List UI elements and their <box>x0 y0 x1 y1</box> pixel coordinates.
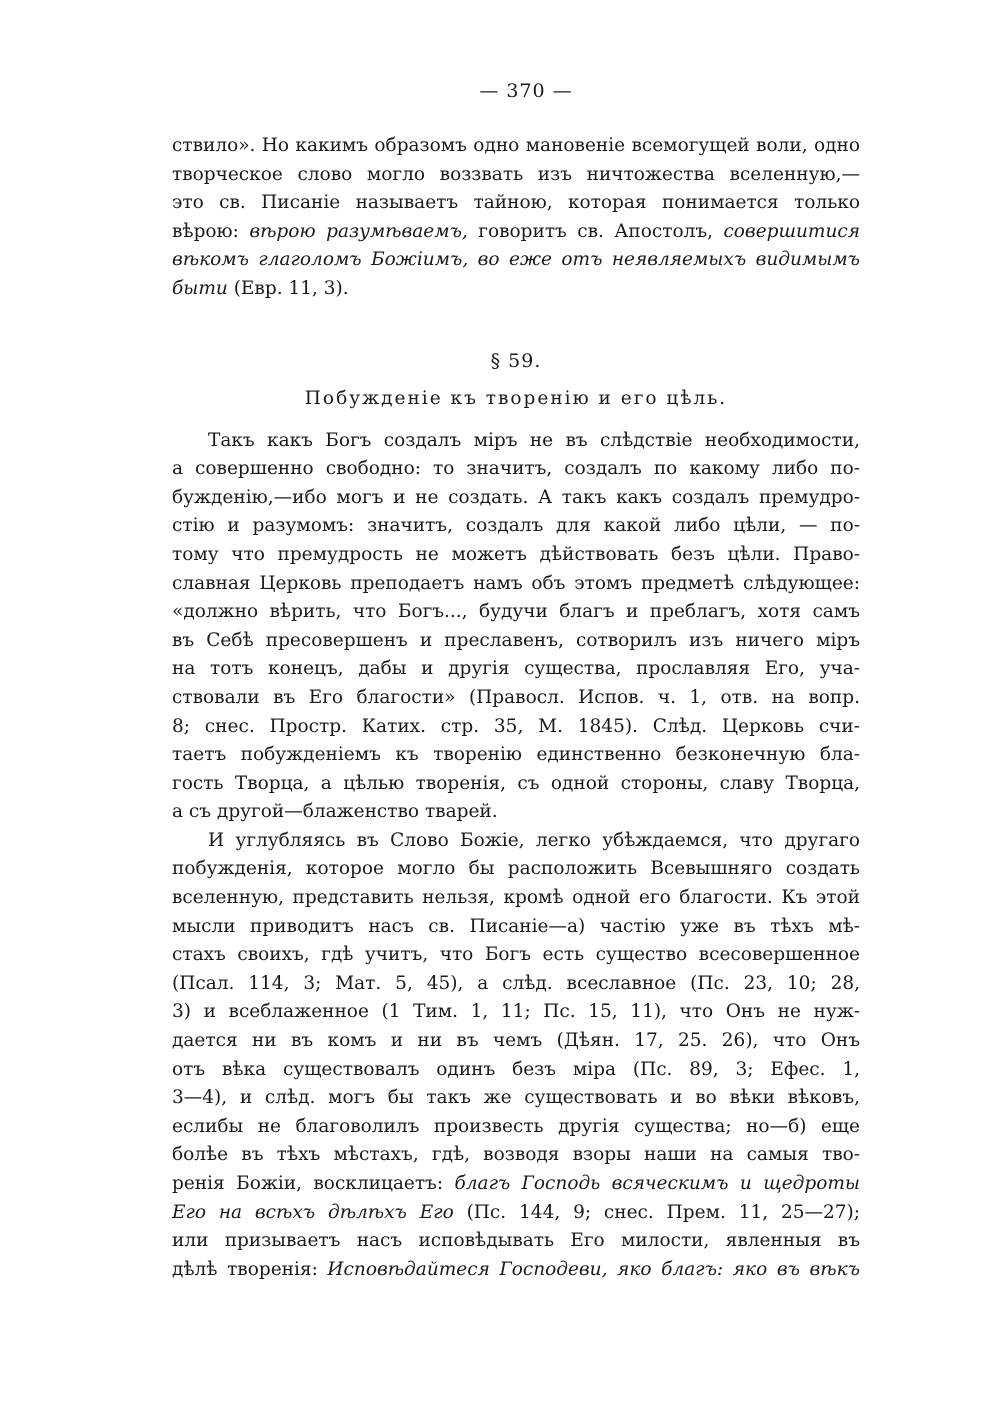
section-number: § 59. <box>490 349 542 372</box>
text-run: тому что премудрость не можетъ дѣйствовать безъ цѣли. Право- <box>172 543 860 565</box>
text-run: вѣрою: <box>172 220 250 242</box>
text-line <box>172 998 860 1027</box>
text-line <box>172 275 860 304</box>
text-run: въ Себѣ пресовершенъ и преславенъ, сотворилъ изъ ничего міръ <box>172 629 860 651</box>
text-line <box>172 161 860 190</box>
text-line <box>172 713 860 742</box>
page-number: — 370 — <box>479 80 573 102</box>
text-line <box>172 770 860 799</box>
text-line <box>172 1256 860 1285</box>
text-line <box>172 1084 860 1113</box>
text-line <box>172 541 860 570</box>
paragraph-2 <box>172 827 860 1285</box>
text-run: болѣе въ тѣхъ мѣстахъ, гдѣ, возводя взоры наши на самыя тво- <box>172 1144 860 1166</box>
italic-text: совершитися <box>723 220 861 242</box>
italic-text: Исповѣдайтеся Господеви, яко благъ: яко въ вѣкъ <box>327 1258 860 1280</box>
text-line <box>172 218 860 247</box>
text-run: 3) и всеблаженное (1 Тим. 1, 11; Пс. 15, 11), что Онъ не нуж- <box>172 1001 860 1023</box>
text-run: (Евр. 11, 3). <box>227 277 349 299</box>
text-run: на тотъ конецъ, дабы и другія существа, прославляя Его, уча- <box>172 658 860 680</box>
text-line <box>172 1056 860 1085</box>
italic-text: благъ Господь всяческимъ и щедроты <box>454 1173 860 1194</box>
text-line <box>172 684 860 713</box>
text-run: побужденія, которое могло бы расположить Всевышняго создать <box>172 858 860 880</box>
italic-text: быти <box>172 277 228 299</box>
text-run: «должно вѣрить, что Богъ..., будучи благъ и преблагъ, хотя самъ <box>172 601 860 623</box>
text-line <box>172 741 860 770</box>
text-line <box>172 1113 860 1142</box>
text-line <box>172 627 860 656</box>
text-line <box>172 1141 860 1170</box>
text-line <box>172 455 860 484</box>
italic-text: вѣкомъ глаголомъ Божіимъ, во еже отъ неявляемыхъ видимымъ <box>172 249 860 271</box>
text-run: 8; снес. Простр. Катих. стр. 35, М. 1845). Слѣд. Церковь счи- <box>172 715 860 737</box>
text-line <box>172 1170 860 1199</box>
text-run: а совершенно свободно: то значитъ, создалъ по какому либо по- <box>172 458 860 480</box>
text-run: творческое слово могло воззвать изъ ничтожества вселенную,— <box>172 163 860 185</box>
text-line <box>172 827 860 856</box>
paragraph-1 <box>172 427 860 827</box>
text-run: стахъ своихъ, гдѣ учитъ, что Богъ есть существо всесовершенное <box>172 944 860 966</box>
text-line <box>172 655 860 684</box>
text-run: вселенную, представить нельзя, кромѣ одной его благости. Къ этой <box>172 887 860 909</box>
text-run: ренія Божіи, восклицаетъ: <box>172 1173 455 1194</box>
intro-paragraph <box>172 132 860 304</box>
text-run: ствило». Но какимъ образомъ одно мановеніе всемогущей воли, одно <box>172 135 860 156</box>
text-run: И углубляясь въ Слово Божіе, легко убѣждаемся, что другаго <box>208 829 860 851</box>
text-line <box>172 570 860 599</box>
text-run: Такъ какъ Богъ создалъ міръ не въ слѣдствіе необходимости, <box>208 429 860 451</box>
text-line <box>172 970 860 999</box>
text-line <box>172 484 860 513</box>
text-run: или призываетъ насъ исповѣдывать Его милости, явленныя въ <box>172 1230 860 1252</box>
text-run: дѣлѣ творенія: <box>172 1258 328 1280</box>
text-line <box>172 132 860 161</box>
text-line <box>172 1227 860 1256</box>
text-line <box>172 941 860 970</box>
text-run: (Псал. 114, 3; Мат. 5, 45), а слѣд. всеславное (Пс. 23, 10; 28, <box>172 972 860 994</box>
text-run: бужденію,—ибо могъ и не создать. А такъ какъ создалъ премудро- <box>172 486 860 508</box>
text-run: таетъ побужденіемъ къ творенію единственно безконечную бла- <box>172 744 860 766</box>
text-run: славная Церковь преподаетъ намъ объ этомъ предметѣ слѣдующее: <box>172 572 860 594</box>
text-run: мысли приводитъ насъ св. Писаніе—а) частію уже въ тѣхъ мѣ- <box>172 915 860 937</box>
text-line <box>172 598 860 627</box>
section-title: Побужденіе къ творенію и его цѣль. <box>304 387 728 409</box>
text-run: ствовали въ Его благости» (Правосл. Испов. ч. 1, отв. на вопр. <box>172 686 860 708</box>
text-line <box>172 1199 860 1228</box>
text-line <box>172 427 860 456</box>
text-run: а съ другой—блаженство тварей. <box>172 801 498 823</box>
text-line <box>172 798 860 827</box>
text-run: отъ вѣка существовалъ одинъ безъ міра (Пс. 89, 3; Ефес. 1, <box>172 1058 860 1080</box>
italic-text: Его на всѣхъ дѣлѣхъ Его <box>172 1201 454 1223</box>
text-run: дается ни въ комъ и ни въ чемъ (Дѣян. 17, 25. 26), что Онъ <box>172 1030 860 1052</box>
text-line <box>172 512 860 541</box>
text-run: говоритъ св. Апостолъ, <box>467 220 724 242</box>
text-line <box>172 246 860 275</box>
text-run: (Пс. 144, 9; снес. Прем. 11, 25—27); <box>453 1201 860 1223</box>
text-run: гость Творца, а цѣлью творенія, съ одной стороны, славу Творца, <box>172 772 860 794</box>
text-line <box>172 884 860 913</box>
text-line <box>172 913 860 942</box>
italic-text: вѣрою разумѣваемъ, <box>249 220 468 242</box>
text-run: стію и разумомъ: значитъ, создалъ для какой либо цѣли, — по- <box>172 515 860 537</box>
text-run: это св. Писаніе называетъ тайною, которая понимается только <box>172 192 860 214</box>
text-line <box>172 855 860 884</box>
page <box>172 80 860 1284</box>
text-line <box>172 189 860 218</box>
text-run: 3—4), и слѣд. могъ бы такъ же существовать и во вѣки вѣковъ, <box>172 1087 860 1109</box>
text-run: еслибы не благоволилъ произвесть другія существа; но—б) еще <box>172 1115 860 1137</box>
text-line <box>172 1027 860 1056</box>
